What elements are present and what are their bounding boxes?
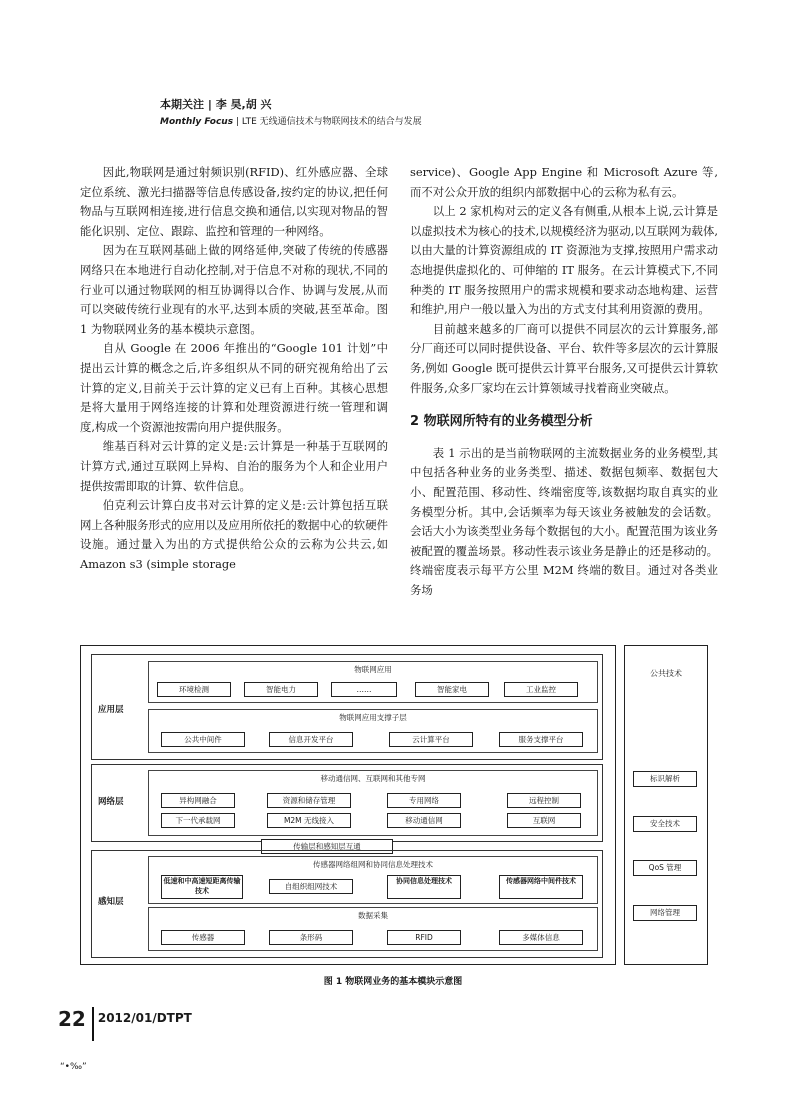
diagram-box: 多媒体信息 [499,930,583,945]
paragraph: 自从 Google 在 2006 年推出的“Google 101 计划”中提出云计算的概念之后,许多组织从不同的研究视角给出了云计算的定义,目前关于云计算的定义已有上百种。其核心思想是将大量用于网络连接的计算和处理资源进行统一管理和调度,构成一个资源池按需向用户提供服务。 [80,341,388,434]
footer-divider [92,1007,94,1041]
diagram-box: 公共中间件 [161,732,245,747]
network-group [148,770,598,836]
interconnect-box: 传输层和感知层互通 [261,839,393,854]
left-column [80,163,388,574]
diagram-box: 智能家电 [415,682,489,697]
authors: 李 昊,胡 兴 [215,98,272,111]
group-title: 移动通信网、互联网和其他专网 [320,774,426,783]
diagram-box: 低速和中高速短距离传输技术 [161,875,243,899]
figure-caption: 图 1 物联网业务的基本模块示意图 [323,977,463,987]
article-title: LTE 无线通信技术与物联网技术的结合与发展 [241,117,422,127]
sensing-layer [91,850,603,958]
page-footer [58,1007,192,1041]
paragraph: 表 1 示出的是当前物联网的主流数据业务的业务模型,其中包括各种业务的业务类型、描述、数据包频率、数据包大小、配置范围、移动性、终端密度等,该数据均取自真实的业务模型分析。其中,会话频率为每天该业务被触发的会话数。会话大小为该类型业务每个数据包的大小。配置范围为该业务被配置的覆盖场景。移动性表示该业务是静止的还是移动的。终端密度表示每平方公里 M2M 终端的数目。通过对各类业务场 [410,445,718,597]
diagram-box: 专用网络 [387,793,461,808]
public-title: 公共技术 [650,669,682,678]
group-title: 物联网应用支撑子层 [339,713,407,722]
diagram-box: 自组织组网技术 [269,879,353,894]
paragraph: 维基百科对云计算的定义是:云计算是一种基于互联网的计算方式,通过互联网上异构、自治的服务为个人和企业用户提供按需即取的计算、软件信息。 [80,439,388,493]
paragraph: 伯克利云计算白皮书对云计算的定义是:云计算包括互联网上各种服务形式的应用以及应用所依托的数据中心的软硬件设施。通过量入为出的方式提供给公众的云称为公共云,如 Amazon s3 (simple storage [80,498,388,571]
paragraph: 以上 2 家机构对云的定义各有侧重,从根本上说,云计算是以虚拟技术为核心的技术,以规模经济为驱动,以互联网为载体,以由大量的计算资源组成的 IT 资源池为支撑,按照用户需求动态地提供虚拟化的、可伸缩的 IT 服务。在云计算模式下,不同种类的 IT 服务按照用户的需求规模和要求动态地构建、运营和维护,用户一般以量入为出的方式支付其利用资源的费用。 [410,204,718,317]
data-collection-group [148,907,598,951]
diagram-box: …… [331,682,397,697]
diagram-box: 下一代承载网 [161,813,235,828]
section-heading: 2 物联网所特有的业务模型分析 [410,414,593,430]
diagram-box: QoS 管理 [633,860,697,876]
paragraph: service)、Google App Engine 和 Microsoft Azure 等,而不对公众开放的组织内部数据中心的云称为私有云。 [410,165,718,199]
print-mark: “•‰” [60,1062,87,1072]
diagram-box: 远程控制 [507,793,581,808]
diagram-box: 协同信息处理技术 [387,875,461,899]
diagram-box: RFID [387,930,461,945]
running-header: 本期关注 | 李 昊,胡 兴 Monthly Focus | LTE 无线通信技术与物联网技术的结合与发展 [160,98,422,127]
paragraph: 因为在互联网基础上做的网络延伸,突破了传统的传感器网络只在本地进行自动化控制,对于信息不对称的现状,不同的行业可以通过物联网的相互协调得以合作、协调与发展,从而可以突破传统行业现有的水平,达到本质的突破,甚至革命。图 1 为物联网业务的基本模块示意图。 [80,243,388,336]
diagram-box: 移动通信网 [387,813,461,828]
group-title: 传感器网络组网和协同信息处理技术 [313,860,433,869]
diagram-box: 传感器网络中间件技术 [499,875,583,899]
network-layer [91,764,603,842]
diagram-main-frame [80,645,616,965]
page-number: 22 [58,1007,86,1031]
application-support-group [148,709,598,753]
right-column [410,163,718,600]
diagram-box: 环境检测 [157,682,231,697]
diagram-box: 条形码 [269,930,353,945]
group-title: 物联网应用 [354,665,392,674]
journal-issue: 2012/01/DTPT [97,1011,192,1025]
diagram-box: 网络管理 [633,905,697,921]
diagram-box: 安全技术 [633,816,697,832]
diagram-box: 异构网融合 [161,793,235,808]
paragraph: 目前越来越多的厂商可以提供不同层次的云计算服务,部分厂商还可以同时提供设备、平台、软件等多层次的云计算服务,例如 Google 既可提供云计算平台服务,又可提供云计算软件服务,众多厂家均在云计算领域寻找着商业突破点。 [410,321,718,395]
diagram-box: 传感器 [161,930,245,945]
diagram-box: 智能电力 [244,682,318,697]
architecture-diagram [80,645,708,965]
diagram-box: 信息开发平台 [269,732,353,747]
diagram-box: 工业监控 [504,682,578,697]
layer-label: 网络层 [98,797,124,807]
diagram-box: 云计算平台 [389,732,473,747]
column-title-en: Monthly Focus [160,117,234,127]
column-title: 本期关注 [160,98,204,111]
layer-label: 应用层 [98,705,124,715]
application-layer [91,654,603,760]
group-title: 数据采集 [358,911,388,920]
diagram-box: 资源和储存管理 [267,793,351,808]
diagram-box: 互联网 [507,813,581,828]
paragraph: 因此,物联网是通过射频识别(RFID)、红外感应器、全球定位系统、激光扫描器等信息传感设备,按约定的协议,把任何物品与互联网相连接,进行信息交换和通信,以实现对物品的智能化识别、定位、跟踪、监控和管理的一种网络。 [80,165,388,238]
sensor-network-group [148,856,598,904]
public-technology-column [624,645,708,965]
diagram-box: M2M 无线接入 [267,813,351,828]
iot-application-group [148,661,598,703]
layer-label: 感知层 [98,897,124,907]
diagram-box: 服务支撑平台 [499,732,583,747]
diagram-box: 标识解析 [633,771,697,787]
